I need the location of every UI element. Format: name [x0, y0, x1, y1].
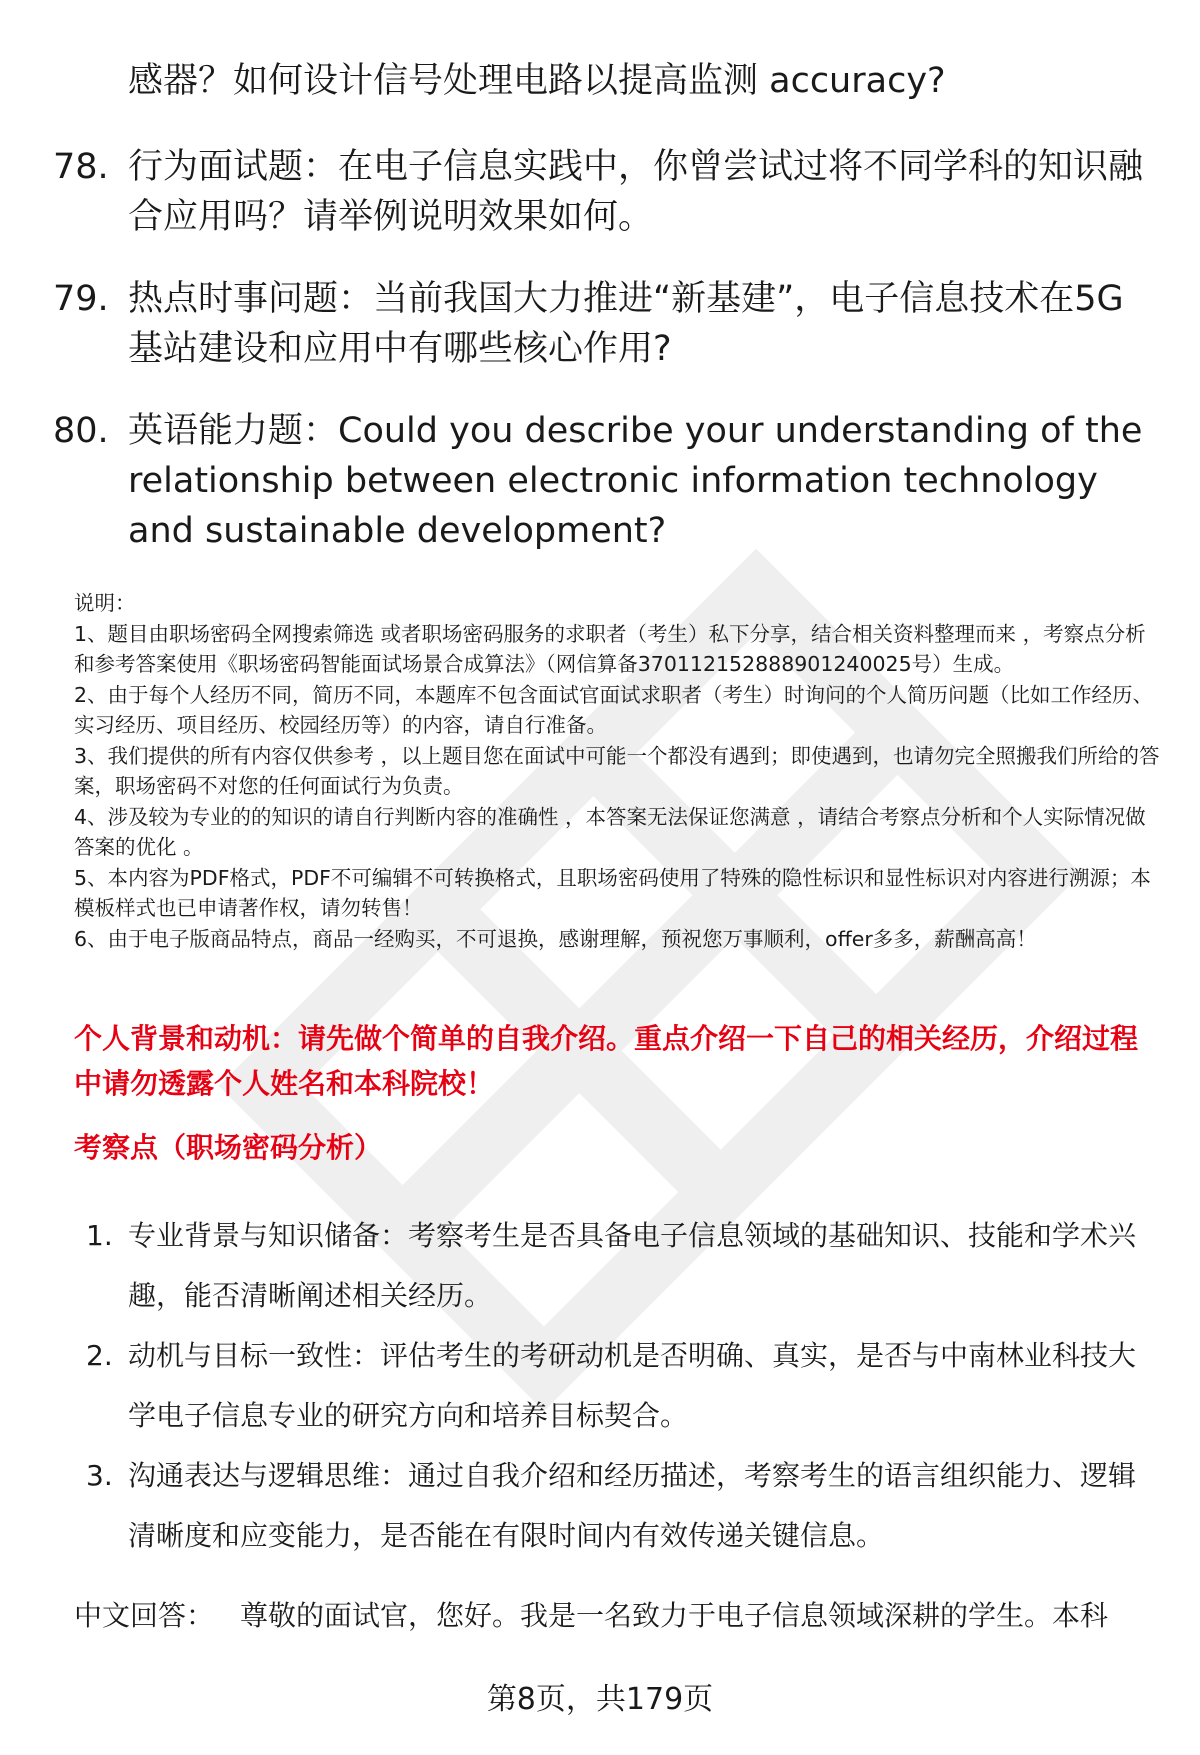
note-item: 3、我们提供的所有内容仅供参考 ，以上题目您在面试中可能一个都没有遇到；即使遇到，也请勿完全照搬我们所给的答案，职场密码不对您的任何面试行为负责。: [74, 743, 1160, 798]
question-number: 78.: [53, 147, 109, 187]
note-item: 5、本内容为PDF格式，PDF不可编辑不可转换格式，且职场密码使用了特殊的隐性标识和显性标识对内容进行溯源；本模板样式也已申请著作权，请勿转售！: [74, 865, 1151, 920]
question-number: 80.: [53, 411, 109, 451]
question-number: 79.: [53, 279, 109, 319]
point-text: 沟通表达与逻辑思维：通过自我介绍和经历描述，考察考生的语言组织能力、逻辑清晰度和应变能力，是否能在有限时间内有效传递关键信息。: [128, 1459, 1137, 1552]
note-item: 2、由于每个人经历不同，简历不同，本题库不包含面试官面试求职者（考生）时询问的个人简历问题（比如工作经历、实习经历、项目经历、校园经历等）的内容，请自行准备。: [74, 682, 1154, 737]
point-number: 1.: [86, 1219, 113, 1252]
note-item: 1、题目由职场密码全网搜索筛选 或者职场密码服务的求职者（考生）私下分享，结合相关资料整理而来 ，考察点分析和参考答案使用《职场密码智能面试场景合成算法》（网信算备370112152888901240025号）生成。: [74, 621, 1146, 676]
interview-question: 个人背景和动机：请先做个简单的自我介绍。重点介绍一下自己的相关经历，介绍过程中请勿透露个人姓名和本科院校！: [74, 1022, 1139, 1100]
point-text: 专业背景与知识储备：考察考生是否具备电子信息领域的基础知识、技能和学术兴趣，能否清晰阐述相关经历。: [128, 1219, 1137, 1312]
point-number: 3.: [86, 1459, 113, 1492]
point-text: 动机与目标一致性：评估考生的考研动机是否明确、真实，是否与中南林业科技大学电子信息专业的研究方向和培养目标契合。: [128, 1339, 1137, 1432]
question-text: 行为面试题：在电子信息实践中，你曾尝试过将不同学科的知识融合应用吗？请举例说明效果如何。: [128, 147, 1144, 237]
question-text: 热点时事问题：当前我国大力推进“新基建”，电子信息技术在5G基站建设和应用中有哪些核心作用?: [128, 279, 1124, 369]
question-continuation: 感器？如何设计信号处理电路以提高监测 accuracy?: [128, 61, 946, 101]
answer-text: 尊敬的面试官，您好。我是一名致力于电子信息领域深耕的学生。本科: [240, 1599, 1109, 1632]
answer-line: [74, 1596, 1108, 1636]
question-text: 英语能力题：Could you describe your understanding of the relationship between electronic information technology and sustainable development?: [128, 411, 1143, 551]
answer-label: 中文回答：: [74, 1599, 215, 1632]
page-footer: 第8页，共179页: [486, 1682, 714, 1717]
note-item: 4、涉及较为专业的的知识的请自行判断内容的准确性 ，本答案无法保证您满意 ，请结合考察点分析和个人实际情况做答案的优化 。: [74, 804, 1146, 859]
assessment-heading: 考察点（职场密码分析）: [74, 1131, 383, 1164]
notes-section: [74, 588, 1160, 954]
note-item: 6、由于电子版商品特点，商品一经购买，不可退换，感谢理解，预祝您万事顺利，offer多多，薪酬高高！: [74, 926, 1037, 951]
point-number: 2.: [86, 1339, 113, 1372]
notes-title: 说明：: [74, 591, 136, 615]
